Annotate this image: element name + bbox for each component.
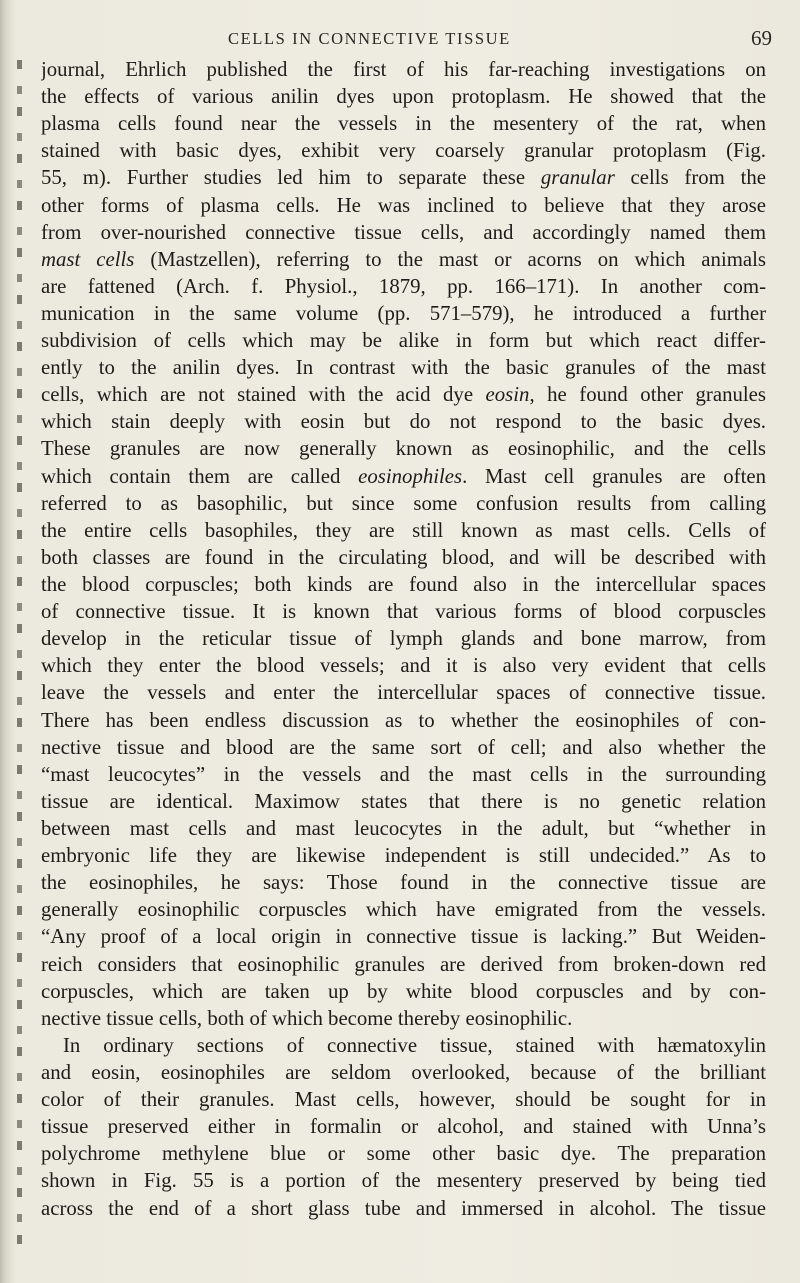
text-line: between mast cells and mast leucocytes in the adult, but “whether in [41, 817, 766, 840]
text-line: referred to as basophilic, but since some confusion results from calling [41, 492, 766, 515]
text-line: corpuscles, which are taken up by white blood corpuscles and by con- [41, 980, 766, 1003]
page-number: 69 [751, 26, 772, 50]
text-line: leave the vessels and enter the intercellular spaces of connective tissue. [41, 681, 766, 704]
text-line: There has been endless discussion as to whether the eosinophiles of con- [41, 709, 766, 732]
text-line: stained with basic dyes, exhibit very coarsely granular protoplasm (Fig. [41, 139, 766, 162]
text-line: These granules are now generally known as eosinophilic, and the cells [41, 437, 766, 460]
text-line: and eosin, eosinophiles are seldom overlooked, because of the brilliant [41, 1061, 766, 1084]
text-line: “Any proof of a local origin in connective tissue is lacking.” But Weiden- [41, 925, 766, 948]
italic-term: eosinophiles [358, 465, 463, 488]
text-line: from over-nourished connective tissue cells, and accordingly named them [41, 221, 766, 244]
text-line: embryonic life they are likewise independent is still undecided.” As to [41, 844, 766, 867]
running-head: CELLS IN CONNECTIVE TISSUE [228, 29, 511, 48]
text-line: polychrome methylene blue or some other basic dye. The preparation [41, 1142, 766, 1165]
text-line: across the end of a short glass tube and immersed in alcohol. The tissue [41, 1197, 766, 1220]
text-line: which stain deeply with eosin but do not respond to the basic dyes. [41, 410, 766, 433]
text-line: munication in the same volume (pp. 571–579), he introduced a further [41, 302, 766, 325]
page-binding-edge [0, 0, 14, 1283]
text-line: the effects of various anilin dyes upon protoplasm. He showed that the [41, 85, 766, 108]
text-line: shown in Fig. 55 is a portion of the mesentery preserved by being tied [41, 1169, 766, 1192]
text-line: which they enter the blood vessels; and it is also very evident that cells [41, 654, 766, 677]
text-line: which contain them are called eosinophiles. Mast cell granules are often [41, 465, 766, 488]
text-line: tissue preserved either in formalin or alcohol, and stained with Unna’s [41, 1115, 766, 1138]
gutter-shadow-marks [17, 60, 22, 1250]
text-line: generally eosinophilic corpuscles which have emigrated from the vessels. [41, 898, 766, 921]
text-line: subdivision of cells which may be alike in form but which react differ- [41, 329, 766, 352]
text-line: the entire cells basophiles, they are still known as mast cells. Cells of [41, 519, 766, 542]
italic-term: eosin [485, 383, 530, 406]
text-line: are fattened (Arch. f. Physiol., 1879, pp. 166–171). In another com- [41, 275, 766, 298]
text-line: 55, m). Further studies led him to separate these granular cells from the [41, 166, 766, 189]
text-line: mast cells (Mastzellen), referring to the mast or acorns on which animals [41, 248, 766, 271]
text-line: cells, which are not stained with the acid dye eosin, he found other granules [41, 383, 766, 406]
text-line: tissue are identical. Maximow states that there is no genetic relation [41, 790, 766, 813]
text-line: nective tissue and blood are the same sort of cell; and also whether the [41, 736, 766, 759]
text-line: develop in the reticular tissue of lymph glands and bone marrow, from [41, 627, 766, 650]
italic-term: granular [540, 166, 615, 189]
text-line: the blood corpuscles; both kinds are found also in the intercellular spaces [41, 573, 766, 596]
text-line: nective tissue cells, both of which become thereby eosinophilic. [41, 1007, 573, 1030]
text-line: color of their granules. Mast cells, however, should be sought for in [41, 1088, 766, 1111]
text-line: journal, Ehrlich published the first of his far-reaching investigations on [41, 58, 766, 81]
text-line: In ordinary sections of connective tissue, stained with hæmatoxylin [63, 1034, 766, 1057]
text-line: “mast leucocytes” in the vessels and the mast cells in the surrounding [41, 763, 766, 786]
text-line: plasma cells found near the vessels in the mesentery of the rat, when [41, 112, 766, 135]
text-line: other forms of plasma cells. He was inclined to believe that they arose [41, 194, 766, 217]
text-line: the eosinophiles, he says: Those found in the connective tissue are [41, 871, 766, 894]
text-line: both classes are found in the circulating blood, and will be described with [41, 546, 766, 569]
text-line: reich considers that eosinophilic granules are derived from broken-down red [41, 953, 766, 976]
text-line: ently to the anilin dyes. In contrast with the basic granules of the mast [41, 356, 766, 379]
text-line: of connective tissue. It is known that various forms of blood corpuscles [41, 600, 766, 623]
italic-term: mast cells [41, 248, 135, 271]
